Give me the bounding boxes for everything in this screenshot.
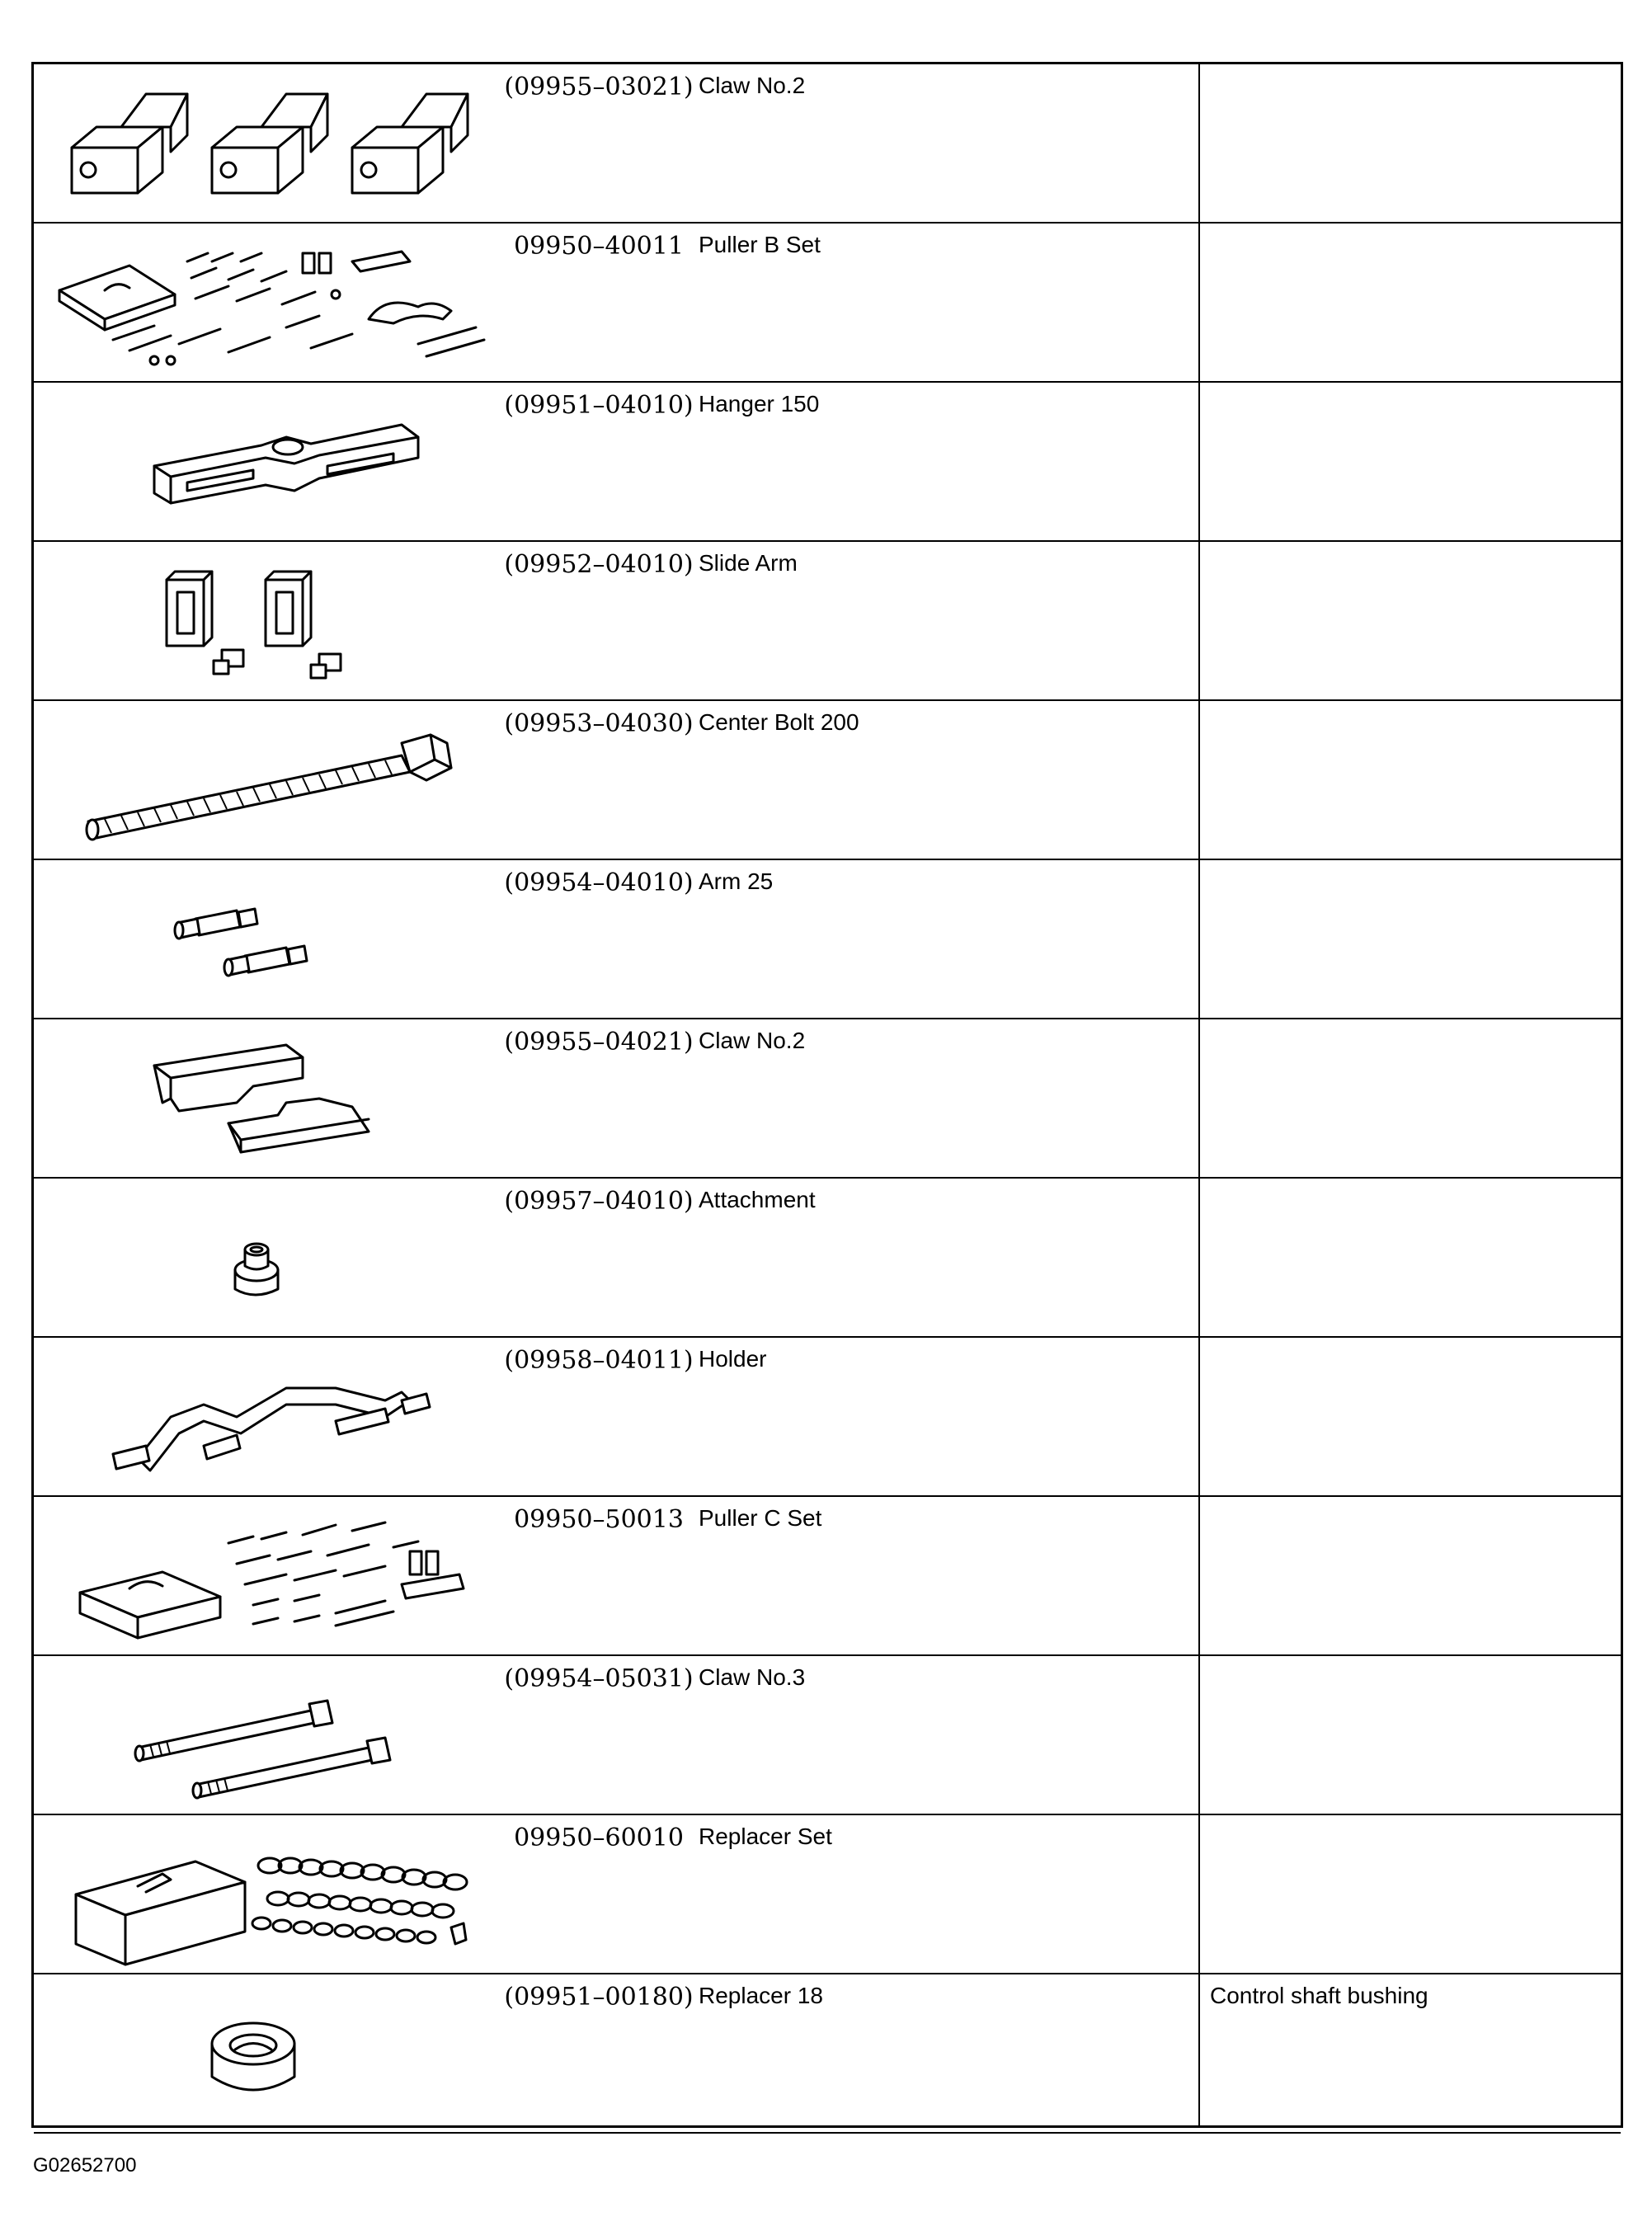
table-row [34,542,1621,701]
part-name: Arm 25 [699,868,774,894]
table-row [34,860,1621,1019]
claw-set-icon [39,69,501,218]
table-row [34,383,1621,542]
part-name: Replacer Set [699,1824,832,1849]
part-number: 09950–60010 [514,1824,684,1852]
part-number: (09955–03021) [504,73,694,101]
part-number: (09955–04021) [504,1028,694,1057]
part-number: (09958–04011) [504,1346,694,1375]
part-name: Puller C Set [699,1505,822,1531]
column-divider [1198,64,1200,2125]
slide-arm-icon [39,547,501,695]
table-row [34,224,1621,383]
table-row [34,1497,1621,1656]
part-name: Claw No.3 [699,1664,806,1690]
part-name: Slide Arm [699,550,798,576]
table-row [34,1815,1621,1974]
part-note: Control shaft bushing [1210,1983,1428,2008]
table-row [34,1974,1621,2134]
part-number: (09951–04010) [504,391,694,420]
table-row [34,1179,1621,1338]
holder-icon [39,1343,501,1491]
claw-bolt-icon [39,1661,501,1810]
part-number: (09954–04010) [504,868,694,897]
part-number: (09954–05031) [504,1664,694,1693]
part-name: Claw No.2 [699,1028,806,1053]
part-name: Puller B Set [699,232,821,257]
puller-set-icon [39,1502,501,1650]
part-name: Attachment [699,1187,816,1212]
attachment-icon [39,1184,501,1332]
table-row [34,64,1621,224]
arm-icon [39,865,501,1014]
part-name: Center Bolt 200 [699,709,859,735]
part-name: Claw No.2 [699,73,806,98]
table-row [34,1656,1621,1815]
part-name: Replacer 18 [699,1983,823,2008]
part-name: Holder [699,1346,767,1372]
part-number: (09952–04010) [504,550,694,579]
part-name: Hanger 150 [699,391,820,416]
table-row [34,1019,1621,1179]
part-number: 09950–50013 [514,1505,684,1534]
center-bolt-icon [39,706,501,854]
table-row [34,701,1621,860]
table-row [34,1338,1621,1497]
claw-icon [39,1024,501,1173]
part-number: 09950–40011 [514,232,684,261]
replacer-icon [39,1979,501,2128]
part-number: (09951–00180) [504,1983,694,2012]
puller-set-icon [39,228,501,377]
replacer-set-icon [39,1820,501,1969]
tool-table [31,62,1623,2128]
figure-id: G02652700 [33,2154,137,2177]
part-number: (09957–04010) [504,1187,694,1216]
part-number: (09953–04030) [504,709,694,738]
hanger-icon [39,388,501,536]
